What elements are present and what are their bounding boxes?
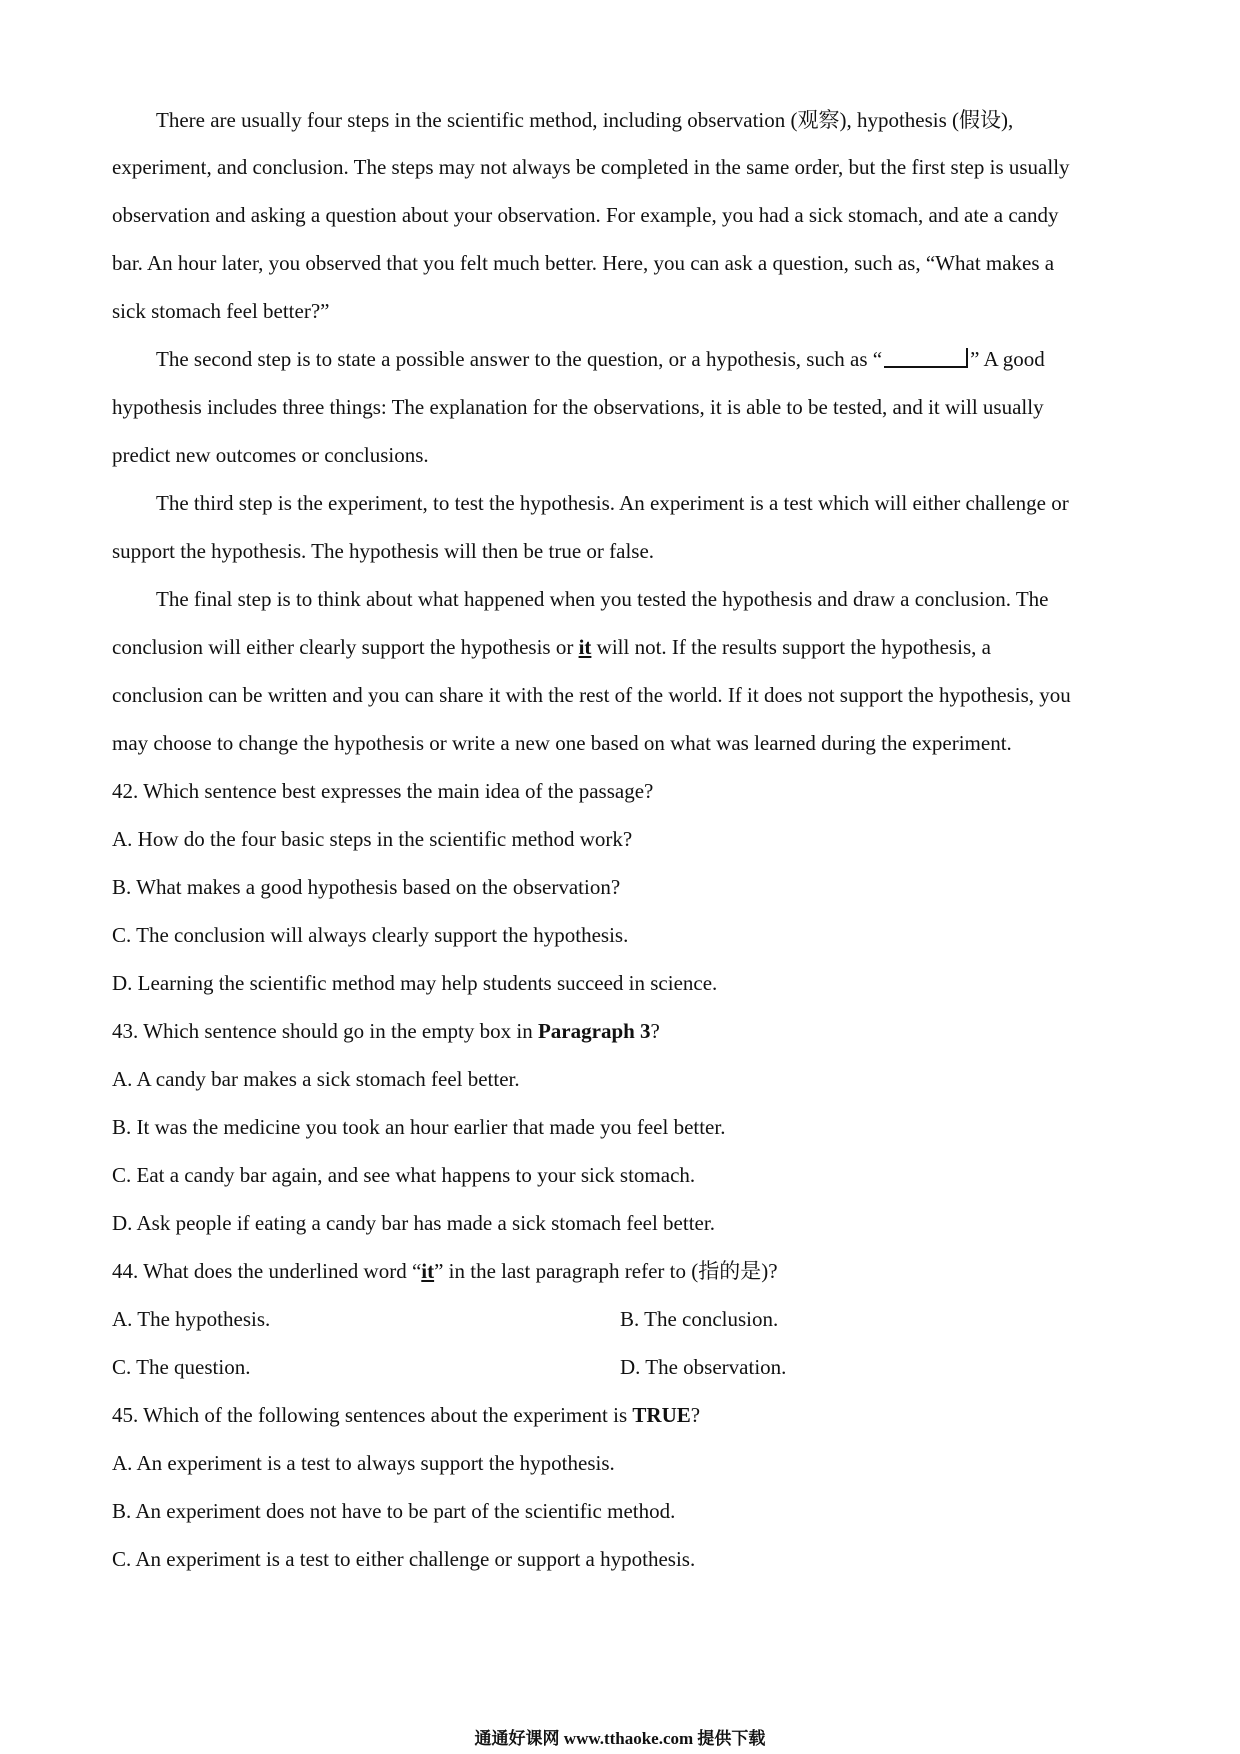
passage-text: will not. If the results support the hypothesis, a (591, 635, 991, 659)
passage-line: The final step is to think about what happened when you tested the hypothesis and draw a conclusion. The (156, 587, 1049, 611)
answer-blank-box (884, 348, 968, 368)
answer-option: D. Learning the scientific method may help students succeed in science. (112, 971, 718, 995)
passage-line: hypothesis includes three things: The explanation for the observations, it is able to be tested, and it will usually (112, 395, 1044, 419)
page-footer: 通通好课网 www.tthaoke.com 提供下载 (474, 1729, 766, 1748)
passage-text: ” A good (970, 347, 1045, 371)
answer-option: B. What makes a good hypothesis based on the observation? (112, 875, 621, 899)
answer-option: C. The question. (112, 1355, 251, 1379)
passage-line: bar. An hour later, you observed that you felt much better. Here, you can ask a question, such as, “What makes a (112, 251, 1055, 275)
question-text: 45. Which of the following sentences about the experiment is (112, 1403, 633, 1427)
answer-option: B. The conclusion. (620, 1307, 779, 1331)
question-stem: 42. Which sentence best expresses the main idea of the passage? (112, 779, 654, 803)
question-text: ? (650, 1019, 660, 1043)
answer-option: A. A candy bar makes a sick stomach feel better. (112, 1067, 520, 1091)
passage-line: support the hypothesis. The hypothesis will then be true or false. (112, 539, 655, 563)
answer-option: A. The hypothesis. (112, 1307, 271, 1331)
passage-line: predict new outcomes or conclusions. (112, 443, 429, 467)
answer-option: C. An experiment is a test to either challenge or support a hypothesis. (112, 1547, 696, 1571)
passage-line: may choose to change the hypothesis or write a new one based on what was learned during the experiment. (112, 731, 1012, 755)
answer-option: C. Eat a candy bar again, and see what happens to your sick stomach. (112, 1163, 696, 1187)
underlined-word: it (421, 1259, 435, 1283)
answer-option: B. It was the medicine you took an hour earlier that made you feel better. (112, 1115, 726, 1139)
question-text: 43. Which sentence should go in the empty box in (112, 1019, 538, 1043)
question-text: 44. What does the underlined word “ (112, 1259, 422, 1283)
question-text: ? (690, 1403, 701, 1427)
question-bold-text: TRUE (632, 1403, 691, 1427)
answer-option: A. How do the four basic steps in the scientific method work? (112, 827, 633, 851)
question-stem (112, 1016, 660, 1046)
question-text: ” in the last paragraph refer to (指的是)? (434, 1259, 778, 1283)
passage-text: conclusion will either clearly support the hypothesis or (112, 635, 579, 659)
passage-line: observation and asking a question about your observation. For example, you had a sick stomach, and ate a candy (112, 203, 1059, 227)
answer-option: A. An experiment is a test to always support the hypothesis. (112, 1451, 615, 1475)
passage-line (112, 632, 991, 662)
question-stem (112, 1400, 700, 1430)
passage-line: sick stomach feel better?” (112, 299, 330, 323)
passage-line (156, 344, 1045, 374)
passage-text: The second step is to state a possible answer to the question, or a hypothesis, such as “ (156, 347, 883, 371)
answer-option: D. The observation. (620, 1355, 787, 1379)
answer-option: D. Ask people if eating a candy bar has made a sick stomach feel better. (112, 1211, 715, 1235)
passage-line: conclusion can be written and you can share it with the rest of the world. If it does not support the hypothesis, you (112, 683, 1071, 707)
question-stem (112, 1256, 778, 1286)
question-bold-text: Paragraph 3 (537, 1019, 651, 1043)
answer-option: C. The conclusion will always clearly support the hypothesis. (112, 923, 629, 947)
passage-line: The third step is the experiment, to test the hypothesis. An experiment is a test which will either challenge or (156, 491, 1069, 515)
answer-option: B. An experiment does not have to be part of the scientific method. (112, 1499, 676, 1523)
passage-line: experiment, and conclusion. The steps may not always be completed in the same order, but the first step is usually (112, 155, 1070, 179)
passage-line: There are usually four steps in the scientific method, including observation (观察), hypothesis (假设), (156, 108, 1014, 132)
underlined-word: it (578, 635, 592, 659)
